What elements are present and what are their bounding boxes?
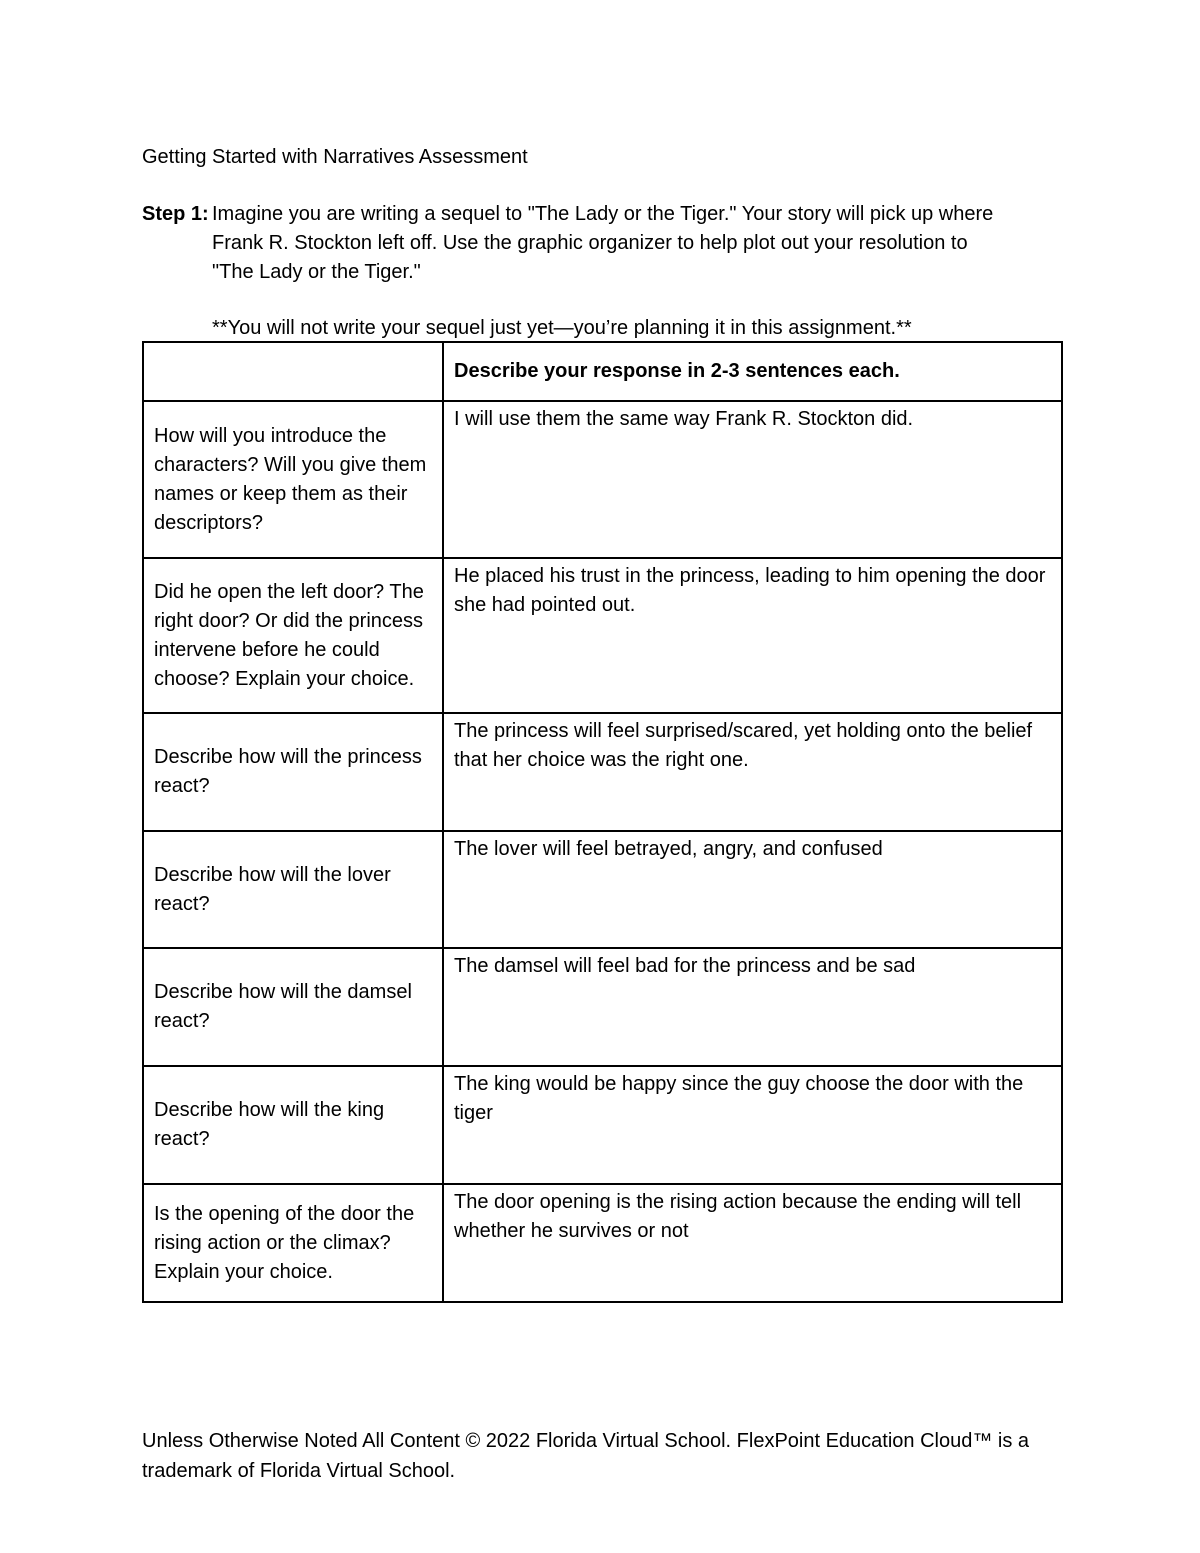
table-header-row bbox=[143, 342, 1062, 401]
answer-cell[interactable]: I will use them the same way Frank R. Stockton did. bbox=[443, 401, 1062, 558]
document-title: Getting Started with Narratives Assessment bbox=[142, 146, 528, 168]
question-cell: Did he open the left door? The right door? Or did the princess intervene before he could choose? Explain your choice. bbox=[143, 558, 443, 713]
answer-cell[interactable]: He placed his trust in the princess, leading to him opening the door she had pointed out. bbox=[443, 558, 1062, 713]
copyright-footer: Unless Otherwise Noted All Content © 2022 Florida Virtual School. FlexPoint Education Cloud™ is a trademark of Florida Virtual School. bbox=[142, 1430, 1030, 1482]
header-instruction-cell: Describe your response in 2-3 sentences each. bbox=[443, 342, 1062, 401]
step-text-1: Imagine you are writing a sequel to "The Lady or the Tiger." Your story will pick up where bbox=[212, 203, 994, 225]
table-row bbox=[143, 831, 1062, 948]
answer-cell[interactable]: The princess will feel surprised/scared, yet holding onto the belief that her choice was the right one. bbox=[443, 713, 1062, 831]
step-label: Step 1: bbox=[142, 203, 209, 225]
step-line-1 bbox=[142, 200, 1072, 229]
planning-note: **You will not write your sequel just yet—you’re planning it in this assignment.** bbox=[212, 317, 912, 339]
table-row bbox=[143, 401, 1062, 558]
answer-cell[interactable]: The lover will feel betrayed, angry, and confused bbox=[443, 831, 1062, 948]
table-row bbox=[143, 558, 1062, 713]
question-cell: Describe how will the lover react? bbox=[143, 831, 443, 948]
answer-cell[interactable]: The door opening is the rising action because the ending will tell whether he survives or not bbox=[443, 1184, 1062, 1302]
question-cell: Describe how will the king react? bbox=[143, 1066, 443, 1184]
table-row bbox=[143, 1184, 1062, 1302]
table-row bbox=[143, 1066, 1062, 1184]
step-line-3: "The Lady or the Tiger." bbox=[212, 261, 421, 283]
answer-cell[interactable]: The king would be happy since the guy choose the door with the tiger bbox=[443, 1066, 1062, 1184]
question-cell: Describe how will the damsel react? bbox=[143, 948, 443, 1066]
step-1-instructions bbox=[142, 200, 1072, 287]
step-line-2: Frank R. Stockton left off. Use the graphic organizer to help plot out your resolution to bbox=[212, 232, 968, 254]
question-cell: Is the opening of the door the rising action or the climax? Explain your choice. bbox=[143, 1184, 443, 1302]
graphic-organizer-table bbox=[142, 341, 1063, 1303]
answer-cell[interactable]: The damsel will feel bad for the princess and be sad bbox=[443, 948, 1062, 1066]
question-cell: How will you introduce the characters? Will you give them names or keep them as their descriptors? bbox=[143, 401, 443, 558]
question-cell: Describe how will the princess react? bbox=[143, 713, 443, 831]
header-empty-cell bbox=[143, 342, 443, 401]
table-row bbox=[143, 713, 1062, 831]
table-row bbox=[143, 948, 1062, 1066]
